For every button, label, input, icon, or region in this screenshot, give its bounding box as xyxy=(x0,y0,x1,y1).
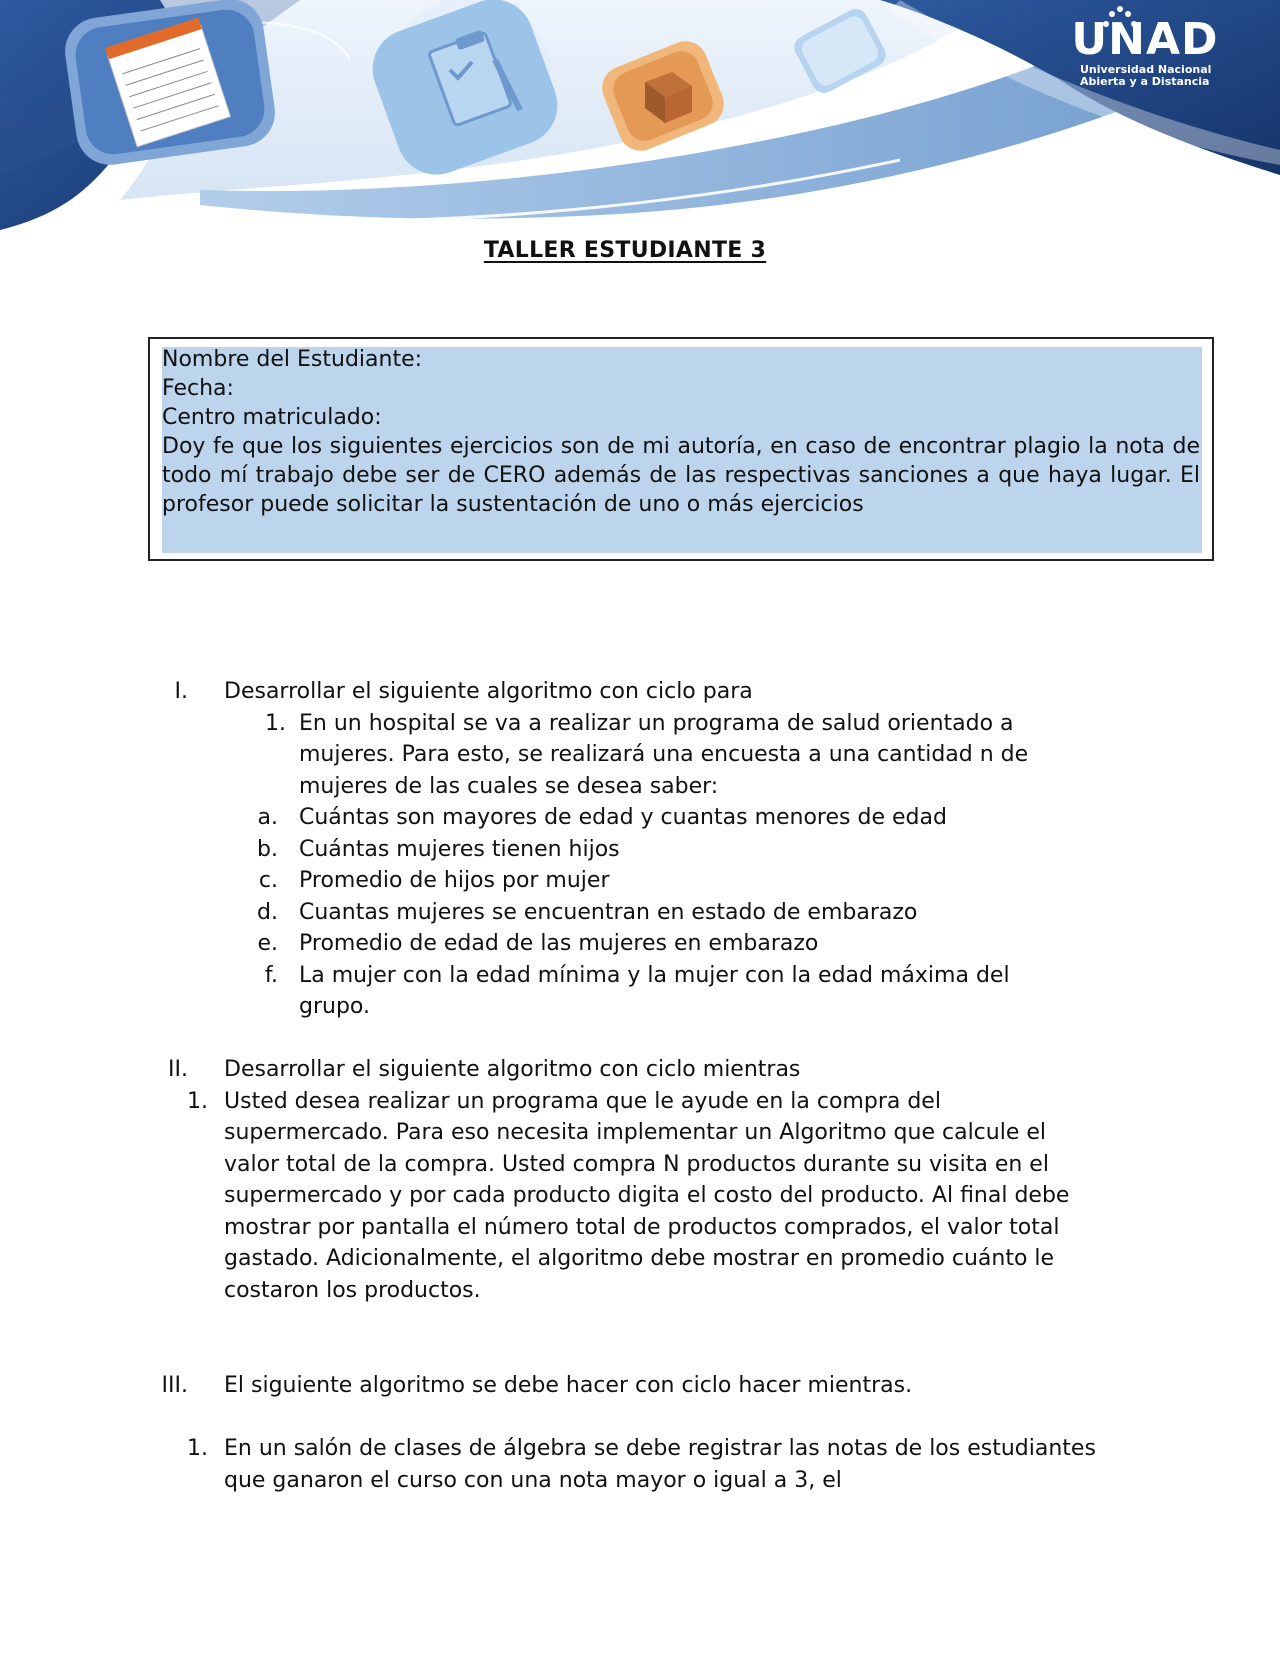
section-2-heading: Desarrollar el siguiente algoritmo con ciclo mientras xyxy=(224,1057,801,1082)
center-label: Centro matriculado: xyxy=(162,405,382,430)
header-banner xyxy=(0,0,1280,240)
subitem-letter: b. xyxy=(257,836,278,862)
section-3-heading: El siguiente algoritmo se debe hacer con ciclo hacer mientras. xyxy=(224,1373,913,1398)
date-label: Fecha: xyxy=(162,376,234,401)
subitem-text: Cuántas mujeres tienen hijos xyxy=(299,836,620,862)
subitem-text: Promedio de edad de las mujeres en embarazo xyxy=(299,931,819,956)
subitem-text: Promedio de hijos por mujer xyxy=(299,868,610,893)
section-1-numeral: I. xyxy=(174,679,188,704)
unad-logo xyxy=(1070,16,1220,88)
section-1-heading: Desarrollar el siguiente algoritmo con ciclo para xyxy=(224,679,753,704)
subitem-letter: c. xyxy=(258,868,278,893)
subitem-text: La mujer con la edad mínima y la mujer con la edad máxima del grupo. xyxy=(299,962,1010,1019)
student-name-label: Nombre del Estudiante: xyxy=(162,347,423,372)
logo-line2: Abierta y a Distancia xyxy=(1080,75,1210,88)
subitem-text: Cuantas mujeres se encuentran en estado de embarazo xyxy=(299,899,918,925)
section-2-item-number: 1. xyxy=(187,1088,208,1114)
section-3-numeral: III. xyxy=(161,1373,188,1398)
subitem-letter: f. xyxy=(264,962,278,988)
authorship-declaration: Doy fe que los siguientes ejercicios son de mi autoría, en caso de encontrar plagio la nota de todo mí trabajo debe ser de CERO además de las respectivas sanciones a que haya lugar. El profesor puede solicitar la sustentación de uno o más ejercicios xyxy=(162,434,1200,517)
subitem-letter: e. xyxy=(257,931,278,956)
section-2-numeral: II. xyxy=(168,1057,188,1082)
section-3-item-number: 1. xyxy=(187,1436,208,1461)
subitem-letter: a. xyxy=(257,805,278,830)
page-title: TALLER ESTUDIANTE 3 xyxy=(483,238,767,263)
subitem-letter: d. xyxy=(257,899,278,925)
section-1-item-text: En un hospital se va a realizar un programa de salud orientado a mujeres. Para esto, se realizará una encuesta a una cantidad n de mujeres de las cuales se desea saber: xyxy=(299,710,1029,799)
logo-line1: Universidad Nacional xyxy=(1080,63,1212,76)
logo-wordmark: UNAD xyxy=(1071,14,1219,65)
subitem-text: Cuántas son mayores de edad y cuantas menores de edad xyxy=(299,805,947,830)
logo-subtitle xyxy=(1070,64,1220,88)
student-info-text xyxy=(162,345,1200,519)
section-1-item-number: 1. xyxy=(265,710,286,736)
section-3-item-text: En un salón de clases de álgebra se debe registrar las notas de los estudiantes que ganaron el curso con una nota mayor o igual a 3, el xyxy=(224,1436,1096,1493)
notepad-icon xyxy=(61,0,280,169)
section-2-item-text: Usted desea realizar un programa que le ayude en la compra del supermercado. Para eso necesita implementar un Algoritmo que calcule el valor total de la compra. Usted compra N productos durante su visita en el supermercado y por cada producto digita el costo del producto. Al final debe mostrar por pantalla el número total de productos comprados, el valor total gastado. Adicionalmente, el algoritmo debe mostrar en promedio cuánto le costaron los productos. xyxy=(224,1088,1070,1303)
